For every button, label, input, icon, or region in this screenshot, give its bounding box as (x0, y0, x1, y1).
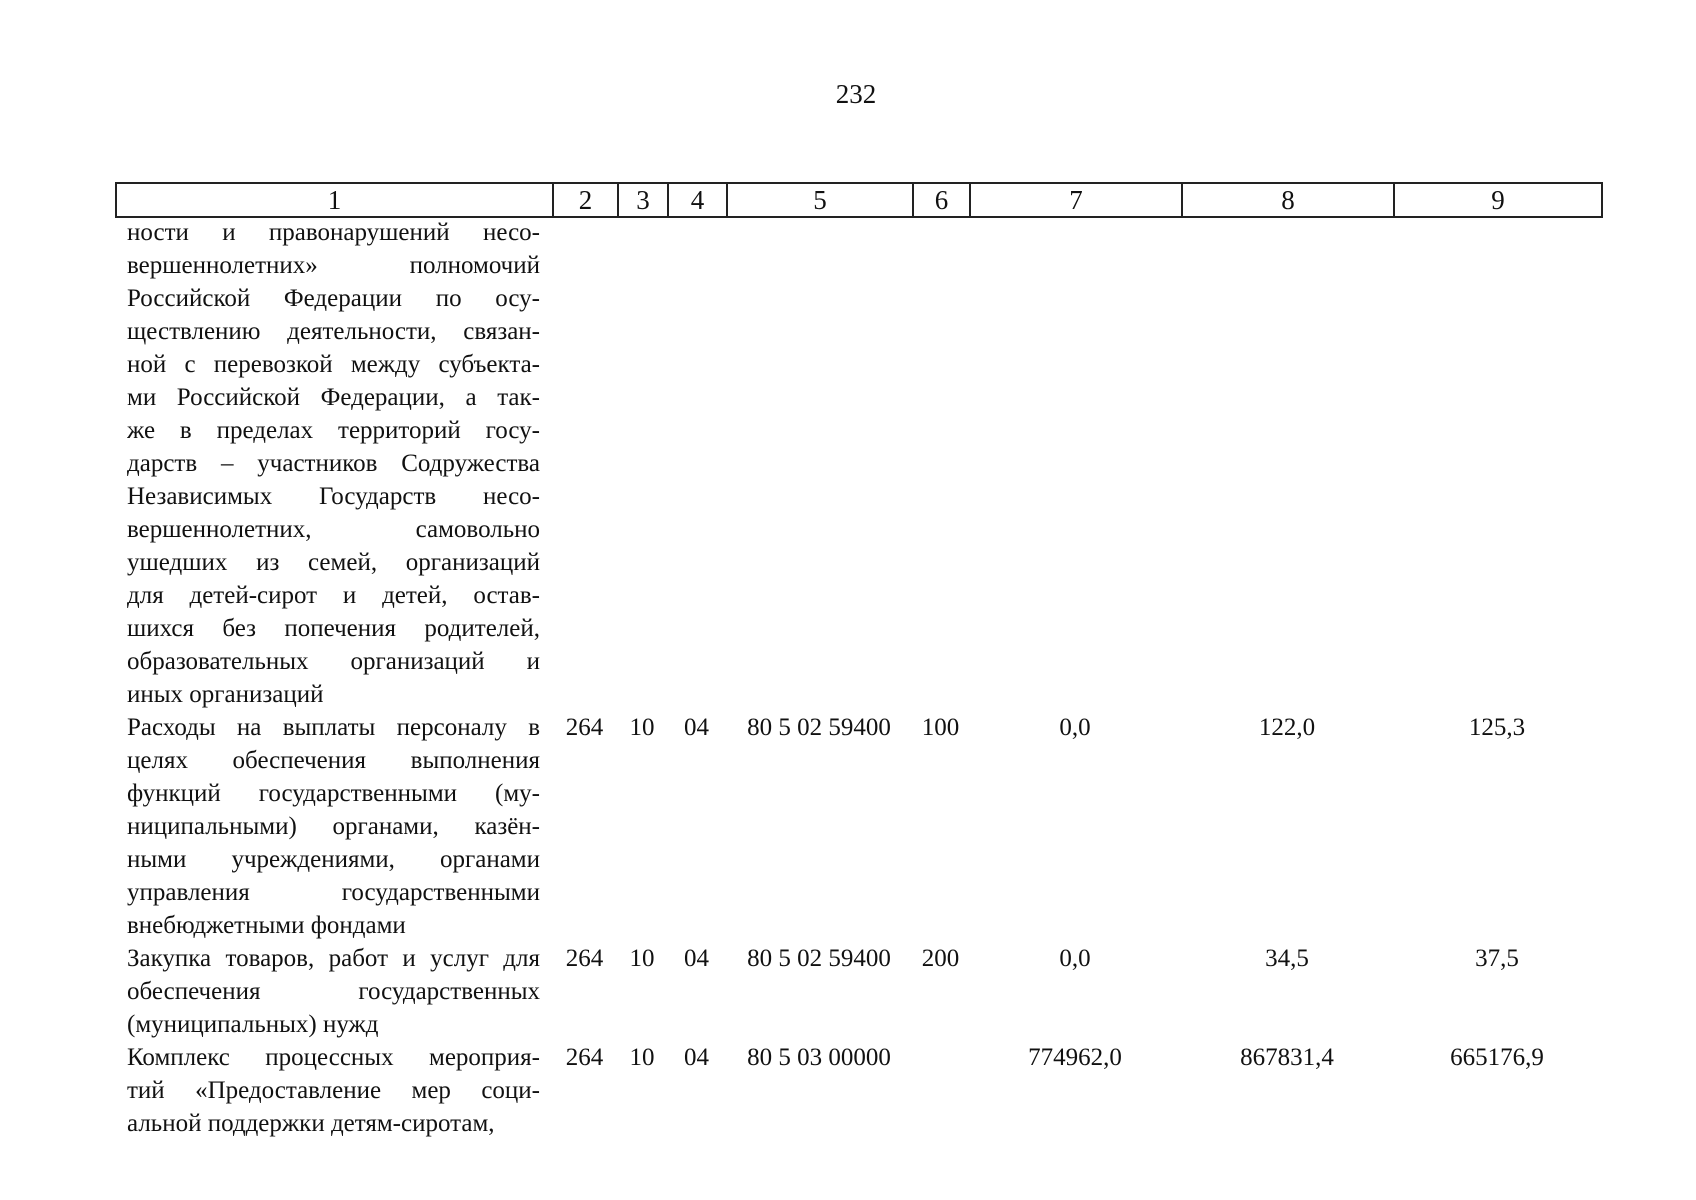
subsection-code: 04 (684, 945, 709, 972)
description-line: шихся без попечения родителей, (127, 615, 540, 642)
header-col-5: 5 (727, 183, 913, 217)
amount-col-8: 34,5 (1265, 945, 1309, 972)
amount-col-9: 37,5 (1475, 945, 1519, 972)
header-col-9: 9 (1394, 183, 1602, 217)
header-col-6: 6 (913, 183, 970, 217)
description-line: Закупка товаров, работ и услуг для (127, 945, 540, 972)
row-description (115, 942, 552, 1041)
row-description (115, 1041, 552, 1140)
description-line: тий «Предоставление мер соци- (127, 1077, 540, 1104)
amount-col-7: 774962,0 (1028, 1044, 1122, 1071)
expense-type-code: 100 (921, 714, 960, 741)
description-line: ми Российской Федерации, а так- (127, 384, 540, 411)
description-line: для детей-сирот и детей, остав- (127, 582, 540, 609)
description-line: Комплекс процессных мероприя- (127, 1044, 540, 1071)
amount-col-7: 0,0 (1059, 714, 1091, 741)
subsection-code: 04 (684, 714, 709, 741)
page-number: 232 (835, 79, 877, 109)
vedomstvo-code: 264 (565, 714, 604, 741)
amount-col-9: 125,3 (1468, 714, 1526, 741)
description-line: же в пределах территорий госу- (127, 417, 540, 444)
vedomstvo-code: 264 (565, 1044, 604, 1071)
amount-col-8: 867831,4 (1240, 1044, 1334, 1071)
amount-col-7: 0,0 (1059, 945, 1091, 972)
description-line: образовательных организаций и (127, 648, 540, 675)
table-row (115, 216, 1601, 711)
target-article-code: 80 5 03 00000 (747, 1044, 891, 1071)
description-line: дарств – участников Содружества (127, 450, 540, 477)
row-description (115, 216, 552, 711)
amount-col-9: 665176,9 (1450, 1044, 1544, 1071)
table-body (115, 216, 1601, 1140)
subsection-code: 04 (684, 1044, 709, 1071)
description-line: вершеннолетних» полномочий (127, 252, 540, 279)
description-line: иных организаций (127, 681, 324, 708)
description-line: Российской Федерации по осу- (127, 285, 540, 312)
amount-col-8: 122,0 (1258, 714, 1316, 741)
section-code: 10 (629, 714, 655, 741)
target-article-code: 80 5 02 59400 (747, 945, 891, 972)
header-col-3: 3 (618, 183, 668, 217)
target-article-code: 80 5 02 59400 (747, 714, 891, 741)
column-number-header (115, 182, 1603, 218)
description-line: ной с перевозкой между субъекта- (127, 351, 540, 378)
description-line: ными учреждениями, органами (127, 846, 540, 873)
description-line: (муниципальных) нужд (127, 1011, 379, 1038)
header-col-8: 8 (1182, 183, 1394, 217)
description-line: ществлению деятельности, связан- (127, 318, 540, 345)
description-line: Независимых Государств несо- (127, 483, 540, 510)
description-line: альной поддержки детям-сиротам, (127, 1110, 495, 1137)
description-line: обеспечения государственных (127, 978, 540, 1005)
description-line: Расходы на выплаты персоналу в (127, 714, 540, 741)
description-line: ниципальными) органами, казён- (127, 813, 540, 840)
description-line: функций государственными (му- (127, 780, 540, 807)
table-row (115, 711, 1601, 942)
description-line: целях обеспечения выполнения (127, 747, 540, 774)
description-line: управления государственными (127, 879, 540, 906)
header-col-4: 4 (668, 183, 727, 217)
section-code: 10 (629, 945, 655, 972)
table-row (115, 1041, 1601, 1140)
section-code: 10 (629, 1044, 655, 1071)
description-line: вершеннолетних, самовольно (127, 516, 540, 543)
header-col-2: 2 (553, 183, 618, 217)
description-line: ушедших из семей, организаций (127, 549, 540, 576)
header-col-1: 1 (116, 183, 553, 217)
description-line: ности и правонарушений несо- (127, 219, 540, 246)
vedomstvo-code: 264 (565, 945, 604, 972)
table-row (115, 942, 1601, 1041)
expense-type-code: 200 (921, 945, 960, 972)
description-line: внебюджетными фондами (127, 912, 406, 939)
row-description (115, 711, 552, 942)
header-col-7: 7 (970, 183, 1182, 217)
